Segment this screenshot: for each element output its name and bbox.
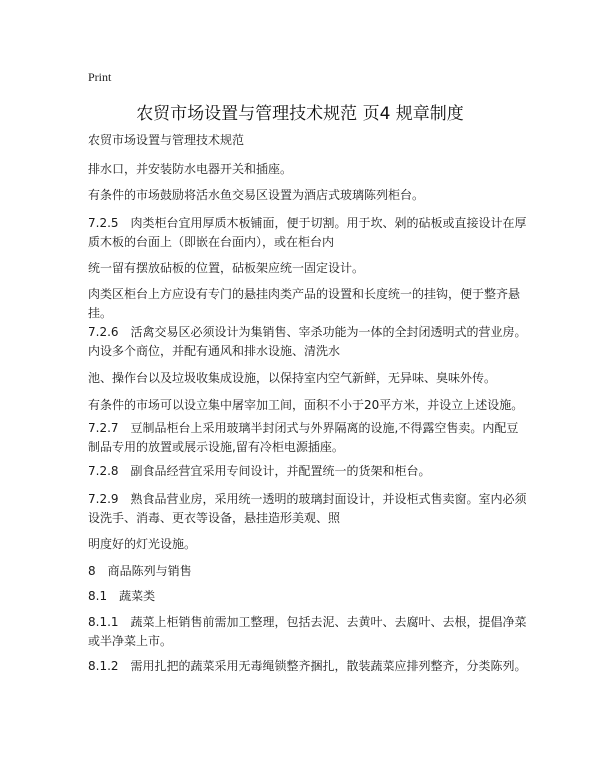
paragraph-doc-name [88, 131, 520, 150]
text-line: 8.1.2 需用扎把的蔬菜采用无毒绳锁整齐捆扎，散装蔬菜应排列整齐，分类陈列。 [88, 659, 527, 673]
text-line: 7.2.5 肉类柜台宜用厚质木板铺面，便于切割。用于坎、剁的砧板或直接设计在厚 [88, 216, 527, 230]
text-line: 8.1.1 蔬菜上柜销售前需加工整理，包括去泥、去黄叶、去腐叶、去根，提倡净菜 [88, 615, 527, 629]
paragraph [88, 186, 520, 205]
text-line: 7.2.6 活禽交易区必须设计为集销售、宰杀功能为一体的全封闭透明式的营业房。 [88, 325, 527, 339]
text-line: 肉类区柜台上方应设有专门的悬挂肉类产品的设置和长度统一的挂钩，便于整齐悬 [88, 287, 521, 301]
section-heading-8-1 [88, 587, 520, 606]
paragraph [88, 369, 520, 388]
paragraph [88, 259, 520, 278]
paragraph [88, 535, 520, 554]
paragraph-7-2-8 [88, 462, 520, 481]
text-line: 明度好的灯光设施。 [88, 537, 197, 551]
text-line: 排水口，并安装防水电器开关和插座。 [88, 162, 293, 176]
text-line: 7.2.9 熟食品营业房，采用统一透明的玻璃封面设计，并设柜式售卖窗。室内必须 [88, 492, 527, 506]
paragraph-7-2-9 [88, 490, 527, 528]
paragraph [88, 160, 520, 179]
text-line: 内设多个商位，并配有通风和排水设施、清洗水 [88, 344, 341, 358]
paragraph [88, 396, 524, 415]
paragraph-7-2-5 [88, 214, 527, 252]
text-line: 8.1 蔬菜类 [88, 589, 156, 603]
text-line: 有条件的市场可以设立集中屠宰加工间，面积不小于20平方米，并设立上述设施。 [88, 398, 524, 412]
paragraph [88, 285, 520, 323]
text-line: 有条件的市场鼓励将活水鱼交易区设置为酒店式玻璃陈列柜台。 [88, 188, 425, 202]
text-line: 质木板的台面上（即嵌在台面内），或在柜台内 [88, 235, 335, 249]
text-line: 7.2.8 副食品经营宜采用专间设计，并配置统一的货架和柜台。 [88, 464, 431, 478]
text-line: 农贸市场设置与管理技术规范 [88, 133, 245, 147]
text-line: 制品专用的放置或展示设施,留有冷柜电源插座。 [88, 440, 344, 454]
page-title: 农贸市场设置与管理技术规范 页4 规章制度 [136, 104, 464, 124]
paragraph-8-1-1 [88, 613, 527, 651]
text-line: 池、操作台以及垃圾收集成设施，以保持室内空气新鲜，无异味、臭味外传。 [88, 371, 497, 385]
text-line: 统一留有摆放砧板的位置，砧板架应统一固定设计。 [88, 261, 365, 275]
paragraph-7-2-6 [88, 323, 527, 361]
section-heading-8 [88, 562, 520, 581]
text-line: 挂。 [88, 306, 113, 320]
paragraph-7-2-7 [88, 419, 520, 457]
text-line: 设洗手、消毒、更衣等设备，悬挂造形美观、照 [88, 511, 341, 525]
text-line: 或半净菜上市。 [88, 634, 173, 648]
text-line: 7.2.7 豆制品柜台上采用玻璃半封闭式与外界隔离的设施,不得露空售卖。内配豆 [88, 421, 519, 435]
print-link[interactable]: Print [88, 70, 112, 84]
text-line: 8 商品陈列与销售 [88, 564, 192, 578]
paragraph-8-1-2 [88, 657, 527, 676]
